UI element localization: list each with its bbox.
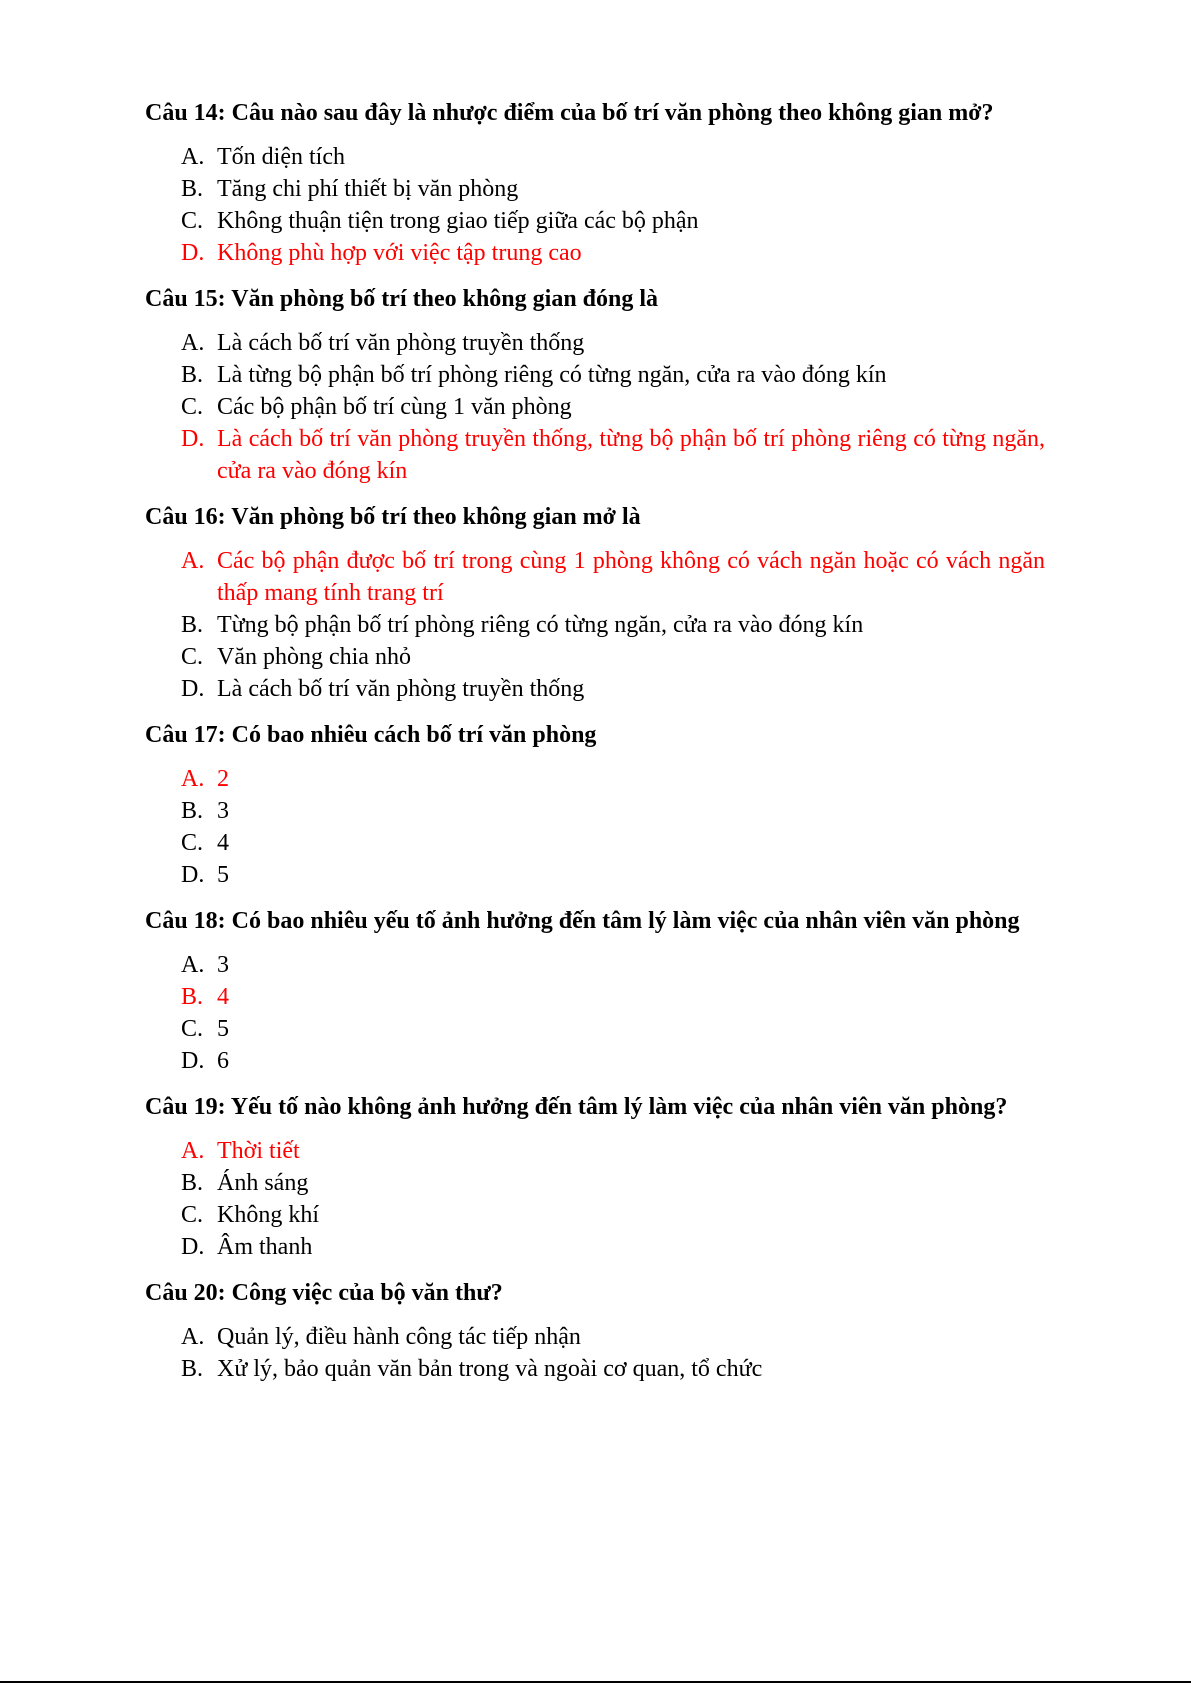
option-text: Là cách bố trí văn phòng truyền thống	[217, 676, 585, 702]
option-letter: B.	[181, 1356, 204, 1382]
answer-option	[145, 391, 1045, 423]
option-letter: A.	[181, 1138, 205, 1164]
answer-options	[145, 141, 1045, 269]
option-text: Các bộ phận được bố trí trong cùng 1 phòng không có vách ngăn hoặc có vách ngăn thấp mang tính trang trí	[217, 548, 1045, 606]
question-block	[145, 1276, 1045, 1385]
option-letter: B.	[181, 612, 204, 638]
answer-option	[145, 641, 1045, 673]
question-block	[145, 96, 1045, 269]
option-letter: A.	[181, 144, 205, 170]
option-letter: B.	[181, 798, 204, 824]
answer-option	[145, 205, 1045, 237]
option-text: Xử lý, bảo quản văn bản trong và ngoài cơ quan, tổ chức	[217, 1356, 763, 1382]
page-bottom-rule	[0, 1681, 1191, 1683]
option-letter: B.	[181, 362, 204, 388]
answer-option	[145, 1231, 1045, 1263]
question-title: Câu 20: Công việc của bộ văn thư?	[145, 1280, 503, 1306]
answer-option	[145, 1167, 1045, 1199]
option-letter: B.	[181, 176, 204, 202]
option-text: 6	[217, 1048, 229, 1074]
question-title: Câu 17: Có bao nhiêu cách bố trí văn phòng	[145, 722, 597, 748]
answer-option	[145, 1045, 1045, 1077]
option-letter: A.	[181, 548, 205, 574]
option-letter: D.	[181, 1234, 205, 1260]
option-letter: A.	[181, 766, 205, 792]
option-letter: A.	[181, 952, 205, 978]
answer-option	[145, 609, 1045, 641]
option-text: 4	[217, 984, 229, 1010]
document-body	[145, 96, 1045, 1398]
option-letter: B.	[181, 1170, 204, 1196]
option-letter: B.	[181, 984, 204, 1010]
option-letter: C.	[181, 208, 204, 234]
question-title: Câu 16: Văn phòng bố trí theo không gian mở là	[145, 504, 641, 530]
option-text: Không thuận tiện trong giao tiếp giữa các bộ phận	[217, 208, 699, 234]
answer-option	[145, 827, 1045, 859]
option-text: Là cách bố trí văn phòng truyền thống	[217, 330, 585, 356]
answer-option-correct	[145, 237, 1045, 269]
option-letter: C.	[181, 1016, 204, 1042]
option-text: Tốn diện tích	[217, 144, 345, 170]
answer-option	[145, 1353, 1045, 1385]
option-letter: A.	[181, 1324, 205, 1350]
option-text: 5	[217, 862, 229, 888]
answer-options	[145, 949, 1045, 1077]
option-text: 5	[217, 1016, 229, 1042]
option-text: Thời tiết	[217, 1138, 300, 1164]
option-letter: D.	[181, 426, 205, 452]
option-text: Không phù hợp với việc tập trung cao	[217, 240, 582, 266]
question-title: Câu 14: Câu nào sau đây là nhược điểm của bố trí văn phòng theo không gian mở?	[145, 100, 994, 126]
answer-option	[145, 1013, 1045, 1045]
question-title: Câu 15: Văn phòng bố trí theo không gian đóng là	[145, 286, 659, 312]
question-block	[145, 500, 1045, 705]
answer-option-correct	[145, 763, 1045, 795]
answer-option	[145, 859, 1045, 891]
answer-options	[145, 763, 1045, 891]
question-block	[145, 1090, 1045, 1263]
option-letter: C.	[181, 644, 204, 670]
option-text: 4	[217, 830, 229, 856]
option-text: Ánh sáng	[217, 1170, 309, 1196]
answer-option	[145, 949, 1045, 981]
question-block	[145, 718, 1045, 891]
answer-option	[145, 1321, 1045, 1353]
answer-option-correct	[145, 423, 1045, 487]
answer-option	[145, 673, 1045, 705]
option-letter: D.	[181, 1048, 205, 1074]
answer-option-correct	[145, 545, 1045, 609]
option-text: Không khí	[217, 1202, 319, 1228]
answer-option-correct	[145, 1135, 1045, 1167]
option-text: 3	[217, 952, 229, 978]
answer-options	[145, 1135, 1045, 1263]
question-title: Câu 19: Yếu tố nào không ảnh hưởng đến tâm lý làm việc của nhân viên văn phòng?	[145, 1094, 1008, 1120]
option-letter: C.	[181, 394, 204, 420]
question-title: Câu 18: Có bao nhiêu yếu tố ảnh hưởng đến tâm lý làm việc của nhân viên văn phòng	[145, 908, 1020, 934]
answer-options	[145, 327, 1045, 487]
option-letter: A.	[181, 330, 205, 356]
answer-options	[145, 545, 1045, 705]
option-text: Từng bộ phận bố trí phòng riêng có từng ngăn, cửa ra vào đóng kín	[217, 612, 864, 638]
option-letter: C.	[181, 830, 204, 856]
answer-option-correct	[145, 981, 1045, 1013]
option-letter: D.	[181, 240, 205, 266]
question-block	[145, 282, 1045, 487]
option-letter: C.	[181, 1202, 204, 1228]
answer-option	[145, 327, 1045, 359]
answer-options	[145, 1321, 1045, 1385]
option-letter: D.	[181, 862, 205, 888]
question-block	[145, 904, 1045, 1077]
answer-option	[145, 359, 1045, 391]
option-text: Văn phòng chia nhỏ	[217, 644, 411, 670]
option-text: Các bộ phận bố trí cùng 1 văn phòng	[217, 394, 572, 420]
option-text: 2	[217, 766, 229, 792]
answer-option	[145, 795, 1045, 827]
answer-option	[145, 173, 1045, 205]
option-text: Âm thanh	[217, 1234, 313, 1260]
option-text: Quản lý, điều hành công tác tiếp nhận	[217, 1324, 581, 1350]
option-text: Tăng chi phí thiết bị văn phòng	[217, 176, 519, 202]
option-letter: D.	[181, 676, 205, 702]
option-text: 3	[217, 798, 229, 824]
answer-option	[145, 141, 1045, 173]
option-text: Là từng bộ phận bố trí phòng riêng có từng ngăn, cửa ra vào đóng kín	[217, 362, 887, 388]
answer-option	[145, 1199, 1045, 1231]
option-text: Là cách bố trí văn phòng truyền thống, từng bộ phận bố trí phòng riêng có từng ngăn, cửa ra vào đóng kín	[217, 426, 1045, 484]
